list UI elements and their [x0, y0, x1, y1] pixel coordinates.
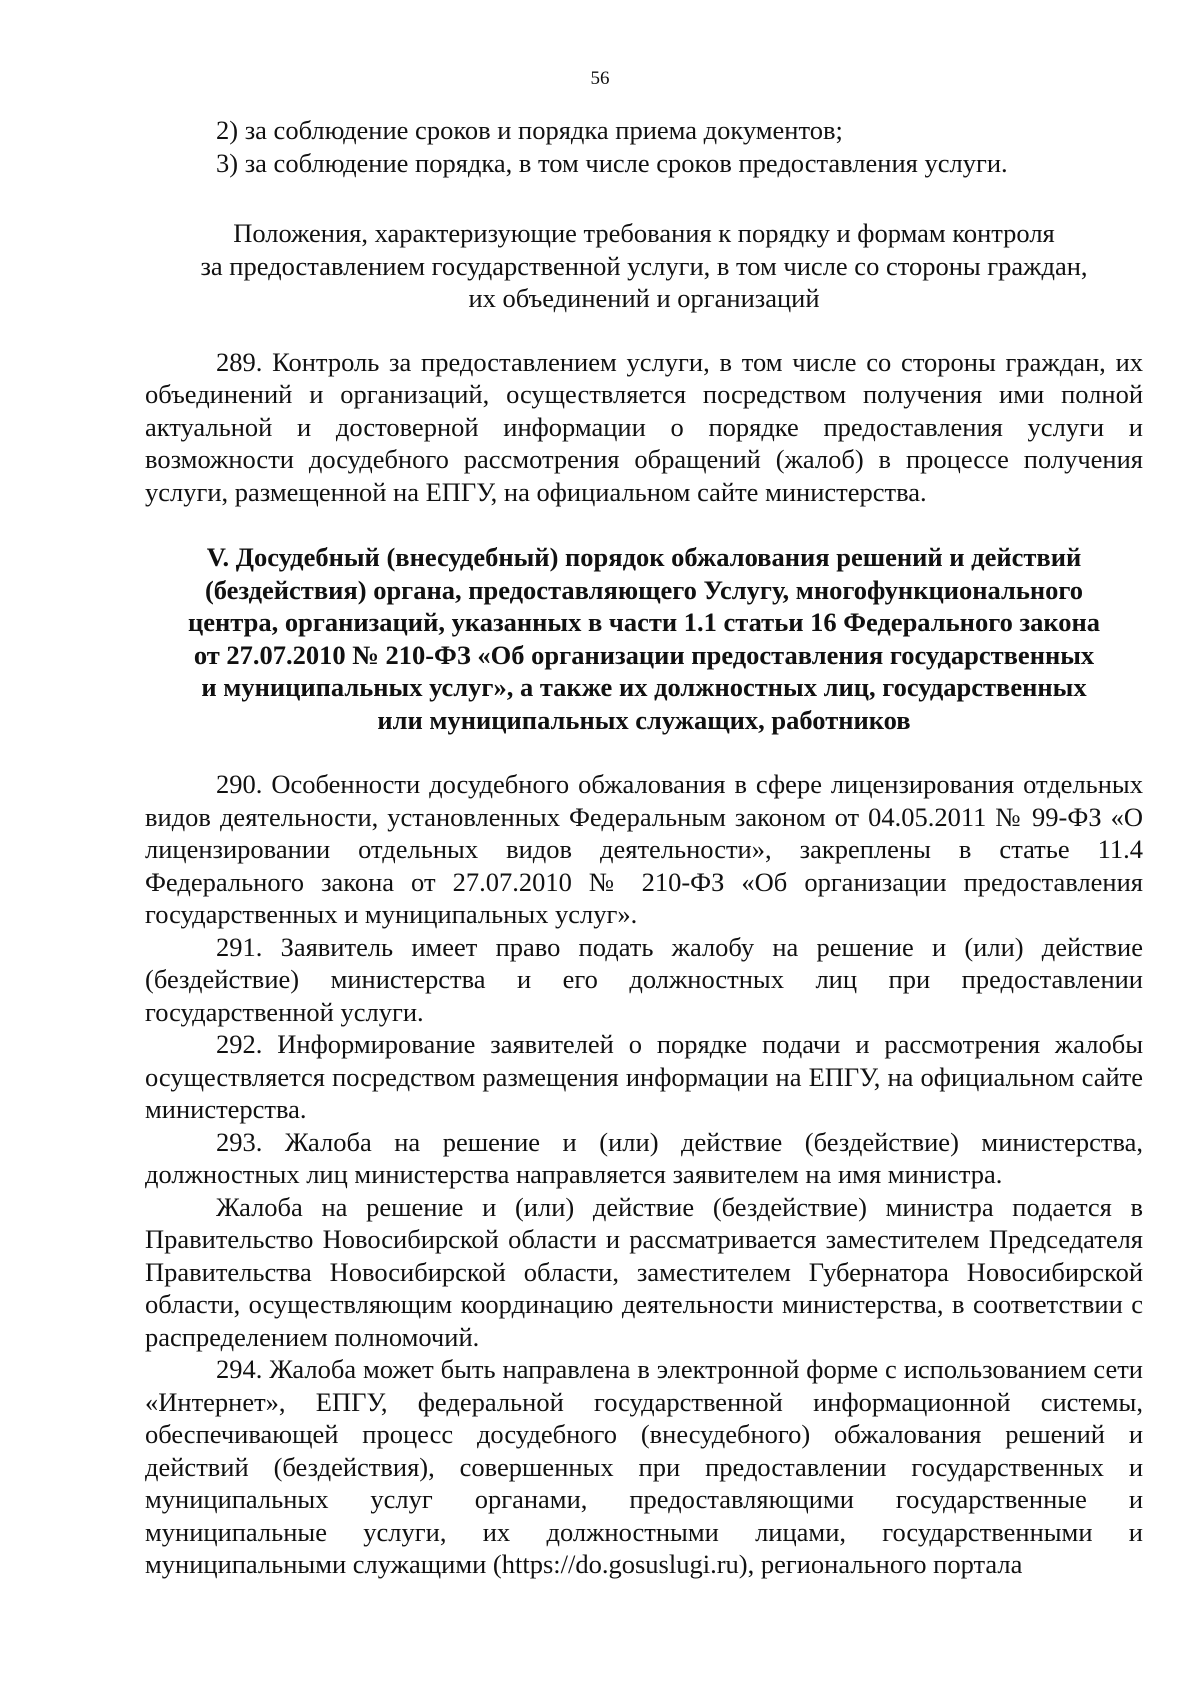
paragraph-291: 291. Заявитель имеет право подать жалобу на решение и (или) действие (бездействие) министерства и его должностных лиц при предоставлении государственной услуги. [145, 931, 1143, 1027]
heading-line: и муниципальных услуг», а также их должностных лиц, государственных [201, 672, 1087, 702]
paragraph-289: 289. Контроль за предоставлением услуги, в том числе со стороны граждан, их объединений и организаций, осуществляется посредством получения ими полной актуальной и достоверной информации о порядке предоставления услуги и возможности досудебного рассмотрения обращений (жалоб) в процессе получения услуги, размещенной на ЕПГУ, на официальном сайте министерства. [145, 346, 1143, 507]
paragraph-290: 290. Особенности досудебного обжалования в сфере лицензирования отдельных видов деятельности, установленных Федеральным законом от 04.05.2011 № 99-ФЗ «О лицензировании отдельных видов деятельности», закреплены в статье 11.4 Федерального закона от 27.07.2010 № 210-ФЗ «Об организации предоставления государственных и муниципальных услуг». [145, 769, 1143, 929]
paragraph-294: 294. Жалоба может быть направлена в электронной форме с использованием сети «Интернет», ЕПГУ, федеральной государственной информационной системы, обеспечивающей процесс досудебного (внесудебного) обжалования решений и действий (бездействия), совершенных при предоставлении государственных и муниципальных услуг органами, предоставляющими государственные и муниципальные услуги, их должностными лицами, государственными и муниципальными служащими (https://do.gosuslugi.ru), регионального портала [145, 1354, 1143, 1579]
paragraph-293: 293. Жалоба на решение и (или) действие (бездействие) министерства, должностных лиц министерства направляется заявителем на имя министра. [145, 1126, 1143, 1189]
heading-line: V. Досудебный (внесудебный) порядок обжалования решений и действий [206, 542, 1082, 572]
page-number: 56 [590, 68, 610, 89]
heading-line: от 27.07.2010 № 210-ФЗ «Об организации предоставления государственных [193, 639, 1095, 670]
paragraph-293-continued: Жалоба на решение и (или) действие (бездействие) министра подается в Правительство Новосибирской области и рассматривается заместителем Председателя Правительства Новосибирской области, заместителем Губернатора Новосибирской области, осуществляющим координацию деятельности министерства, в соответствии с распределением полномочий. [145, 1191, 1143, 1352]
heading-line: за предоставлением государственной услуги, в том числе со стороны граждан, [200, 250, 1088, 281]
heading-line: Положения, характеризующие требования к порядку и формам контроля [233, 218, 1055, 248]
heading-control-requirements [145, 217, 1143, 315]
list-item-3: 3) за соблюдение порядка, в том числе сроков предоставления услуги. [216, 147, 1008, 178]
heading-section-v [145, 541, 1143, 736]
heading-line: (бездействия) органа, предоставляющего Услугу, многофункционального [204, 574, 1084, 605]
list-item-2: 2) за соблюдение сроков и порядка приема документов; [216, 115, 843, 145]
document-body [145, 114, 1143, 1581]
heading-line: их объединений и организаций [468, 283, 820, 313]
paragraph-292: 292. Информирование заявителей о порядке подачи и рассмотрения жалобы осуществляется посредством размещения информации на ЕПГУ, на официальном сайте министерства. [145, 1029, 1143, 1124]
heading-line: или муниципальных служащих, работников [377, 704, 911, 735]
heading-line: центра, организаций, указанных в части 1.1 статьи 16 Федерального закона [187, 607, 1101, 637]
